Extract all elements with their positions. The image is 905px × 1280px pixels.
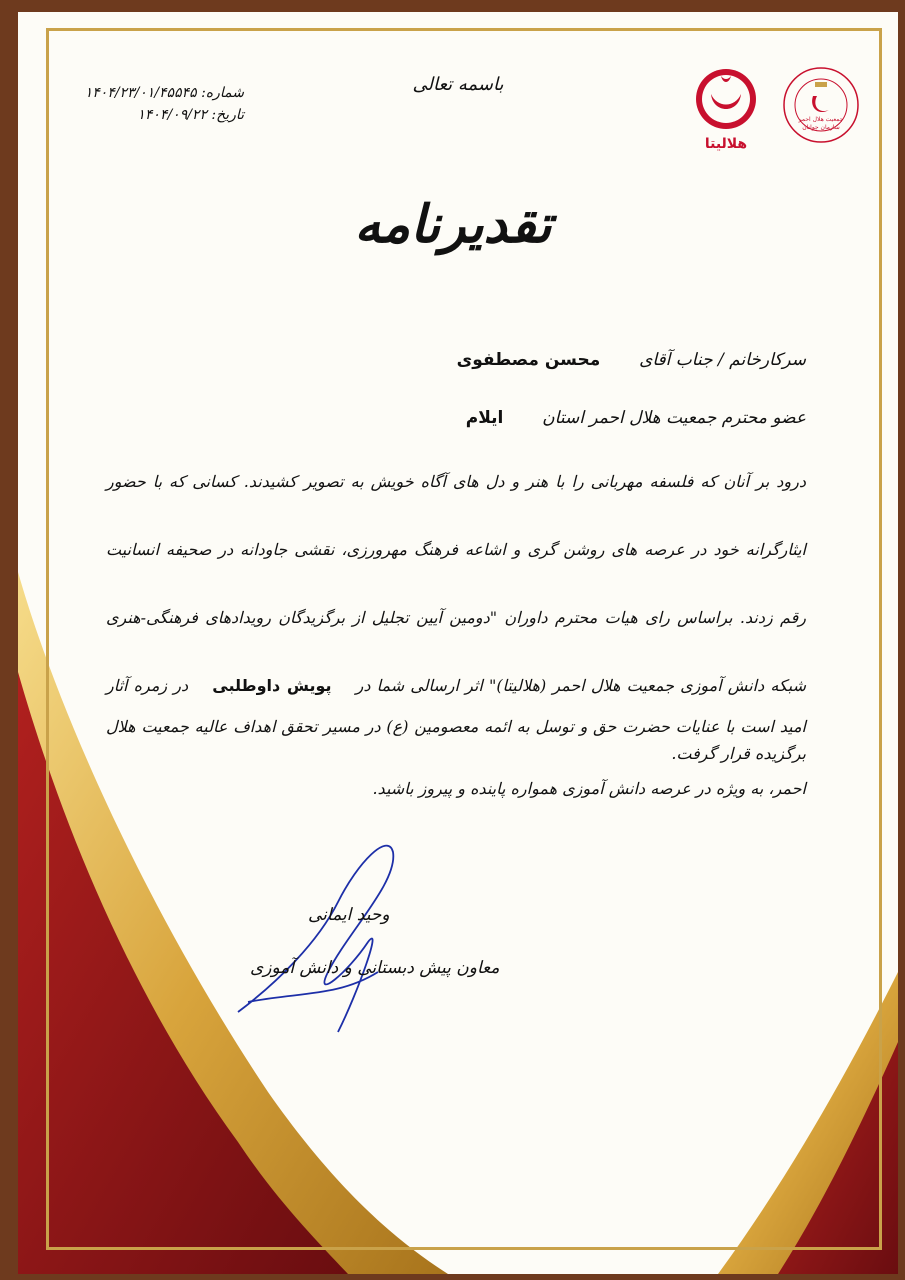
certificate-title: تقدیرنامه [354,194,552,255]
province-name: ایلام [465,408,504,428]
signatory-title: معاون پیش دبستانی و دانش آموزی [250,958,500,978]
certificate-paper [18,12,898,1274]
recipient-name: محسن مصطفوی [456,350,601,370]
handwritten-signature [218,822,448,1042]
signatory-name: وحید ایمانی [308,905,390,925]
body-text-1-end: در زمره آثار برگزیده قرار گرفت. [106,676,806,763]
youth-organization-logo [782,66,860,144]
date-value: ۱۴۰۴/۰۹/۲۲ [137,107,207,123]
body-text-1: درود بر آنان که فلسفه مهربانی را با هنر و دل های آگاه خویش به تصویر کشیدند. کسانی که با حضور ایثارگرانه خود در عرصه های روشن گری و اشاعه فرهنگ مهرورزی، نقشی جاودانه در صحیفه انسانیت رقم زدند. براساس رای هیات محترم داوران "دومین آیین تجلیل از برگزیدگان رویدادهای فرهنگی-هنری شبکه دانش آموزی جمعیت هلال احمر (هلالیتا)" اثر ارسالی شما در [106,472,807,695]
youth-org-fa: جمعیت هلال احمر [798,116,844,123]
body-paragraph-2: امید است با عنایات حضرت حق و توسل به ائمه معصومین (ع) در مسیر تحقق اهداف عالیه جمعیت هلال احمر، به ویژه در عرصه دانش آموزی همواره پاینده و پیروز باشید. [106,717,806,798]
number-value: ۱۴۰۴/۲۳/۰۱/۴۵۵۴۵ [84,85,197,101]
date-label: تاریخ: [211,107,244,123]
halalita-emblem-icon [693,64,759,134]
date-row [54,104,244,126]
salutation: سرکارخانم / جناب آقای [639,350,806,370]
campaign-name: پویش داوطلبی [212,676,332,695]
youth-org-fa2: سازمان جوانان [802,124,840,131]
number-row [54,82,244,104]
halalita-logo [686,64,766,152]
member-label: عضو محترم جمعیت هلال احمر استان [542,408,806,428]
recipient-line [457,350,806,370]
halalita-text: هلالیتا [704,136,748,152]
member-line [466,408,806,428]
basmala: باسمه تعالی [412,74,504,95]
reference-block [54,82,244,126]
number-label: شماره: [201,85,244,101]
